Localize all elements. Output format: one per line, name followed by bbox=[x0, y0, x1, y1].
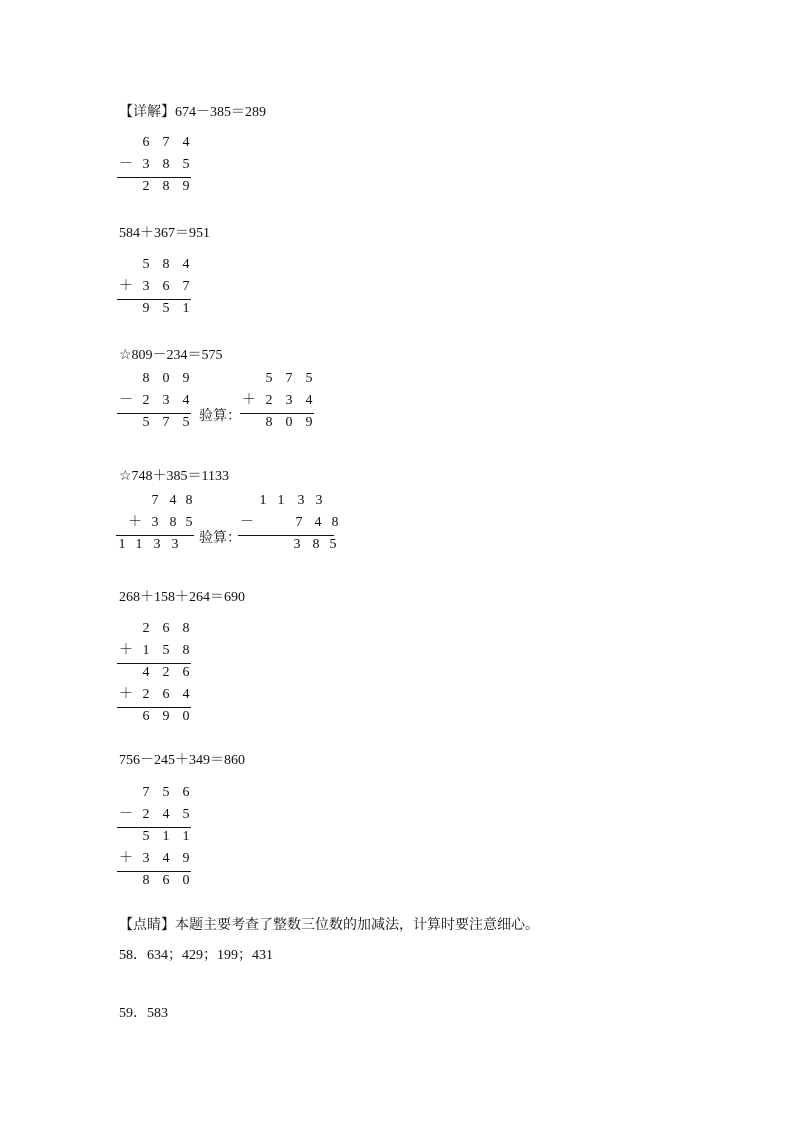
calc-row bbox=[117, 368, 191, 390]
digit: 5 bbox=[185, 515, 193, 530]
digit: 7 bbox=[162, 135, 170, 150]
vertical-calc-6 bbox=[117, 782, 191, 892]
digit: 4 bbox=[162, 851, 170, 866]
calc-row bbox=[117, 298, 191, 320]
calc-row bbox=[108, 512, 194, 534]
calc-row bbox=[238, 512, 338, 534]
check-calc-3 bbox=[240, 368, 314, 434]
digit: 2 bbox=[142, 807, 150, 822]
digit: 3 bbox=[153, 537, 161, 552]
digit: 8 bbox=[169, 515, 177, 530]
calc-row bbox=[117, 154, 191, 176]
vertical-calc-4 bbox=[108, 490, 194, 556]
digit: 9 bbox=[162, 709, 170, 724]
problem-5-equation: 268＋158＋264＝690 bbox=[119, 590, 245, 605]
digit: 4 bbox=[182, 257, 190, 272]
digit: 7 bbox=[182, 279, 190, 294]
digit: 1 bbox=[135, 537, 143, 552]
digit: 0 bbox=[162, 371, 170, 386]
operator: ＋ bbox=[242, 393, 256, 408]
answer-58: 58．634；429；199；431 bbox=[119, 948, 273, 963]
vertical-calc-1 bbox=[117, 132, 191, 198]
digit: 8 bbox=[265, 415, 273, 430]
digit: 5 bbox=[142, 415, 150, 430]
digit: 4 bbox=[162, 807, 170, 822]
digit: 2 bbox=[142, 687, 150, 702]
digit: 6 bbox=[142, 135, 150, 150]
digit: 2 bbox=[142, 621, 150, 636]
operator: － bbox=[119, 393, 133, 408]
digit: 1 bbox=[118, 537, 126, 552]
problem-1-equation: 674－385＝289 bbox=[175, 105, 266, 120]
digit: 6 bbox=[162, 279, 170, 294]
comment-line bbox=[119, 914, 539, 934]
digit: 9 bbox=[182, 371, 190, 386]
check-label-3: 验算： bbox=[199, 409, 241, 424]
calc-row bbox=[117, 870, 191, 892]
calc-row bbox=[117, 826, 191, 848]
answer-59: 59．583 bbox=[119, 1006, 168, 1021]
problem-1-equation-line bbox=[119, 101, 266, 121]
calc-row bbox=[117, 640, 191, 662]
digit: 6 bbox=[162, 873, 170, 888]
digit: 2 bbox=[265, 393, 273, 408]
calc-row bbox=[108, 534, 194, 556]
digit: 5 bbox=[142, 829, 150, 844]
operator: － bbox=[119, 807, 133, 822]
calc-row bbox=[117, 254, 191, 276]
calc-row bbox=[117, 848, 191, 870]
vertical-calc-2 bbox=[117, 254, 191, 320]
digit: 5 bbox=[265, 371, 273, 386]
calc-row bbox=[117, 684, 191, 706]
digit: 3 bbox=[315, 493, 323, 508]
calc-row bbox=[240, 412, 314, 434]
digit: 8 bbox=[331, 515, 339, 530]
operator: ＋ bbox=[119, 643, 133, 658]
digit: 6 bbox=[162, 687, 170, 702]
digit: 3 bbox=[162, 393, 170, 408]
check-label-4: 验算： bbox=[199, 531, 241, 546]
calc-row bbox=[238, 490, 338, 512]
digit: 7 bbox=[162, 415, 170, 430]
digit: 8 bbox=[142, 371, 150, 386]
digit: 2 bbox=[142, 393, 150, 408]
digit: 4 bbox=[169, 493, 177, 508]
vertical-calc-5 bbox=[117, 618, 191, 728]
calc-row bbox=[117, 706, 191, 728]
comment-text: 本题主要考查了整数三位数的加减法，计算时要注意细心。 bbox=[175, 918, 539, 933]
digit: 3 bbox=[142, 851, 150, 866]
digit: 3 bbox=[142, 279, 150, 294]
digit: 0 bbox=[182, 709, 190, 724]
digit: 5 bbox=[142, 257, 150, 272]
digit: 6 bbox=[162, 621, 170, 636]
digit: 8 bbox=[185, 493, 193, 508]
digit: 3 bbox=[151, 515, 159, 530]
digit: 9 bbox=[182, 179, 190, 194]
digit: 7 bbox=[151, 493, 159, 508]
digit: 4 bbox=[182, 687, 190, 702]
digit: 1 bbox=[162, 829, 170, 844]
digit: 4 bbox=[182, 393, 190, 408]
digit: 2 bbox=[142, 179, 150, 194]
operator: ＋ bbox=[119, 279, 133, 294]
digit: 3 bbox=[285, 393, 293, 408]
digit: 3 bbox=[297, 493, 305, 508]
digit: 4 bbox=[305, 393, 313, 408]
digit: 8 bbox=[312, 537, 320, 552]
digit: 8 bbox=[182, 621, 190, 636]
calc-row bbox=[238, 534, 338, 556]
digit: 1 bbox=[277, 493, 285, 508]
digit: 8 bbox=[182, 643, 190, 658]
digit: 4 bbox=[314, 515, 322, 530]
calc-row bbox=[108, 490, 194, 512]
calc-row bbox=[240, 390, 314, 412]
digit: 9 bbox=[182, 851, 190, 866]
digit: 3 bbox=[293, 537, 301, 552]
digit: 0 bbox=[285, 415, 293, 430]
operator: － bbox=[119, 157, 133, 172]
digit: 9 bbox=[305, 415, 313, 430]
digit: 1 bbox=[142, 643, 150, 658]
digit: 3 bbox=[171, 537, 179, 552]
digit: 3 bbox=[142, 157, 150, 172]
calc-row bbox=[240, 368, 314, 390]
digit: 6 bbox=[182, 665, 190, 680]
calc-row bbox=[117, 804, 191, 826]
digit: 5 bbox=[305, 371, 313, 386]
digit: 5 bbox=[162, 301, 170, 316]
digit: 0 bbox=[182, 873, 190, 888]
digit: 7 bbox=[285, 371, 293, 386]
digit: 5 bbox=[162, 643, 170, 658]
digit: 7 bbox=[142, 785, 150, 800]
digit: 7 bbox=[295, 515, 303, 530]
calc-row bbox=[117, 276, 191, 298]
digit: 5 bbox=[182, 415, 190, 430]
comment-label: 【点睛】 bbox=[119, 918, 175, 933]
operator: ＋ bbox=[128, 515, 142, 530]
calc-row bbox=[117, 618, 191, 640]
calc-row bbox=[117, 662, 191, 684]
calc-row bbox=[117, 412, 191, 434]
digit: 5 bbox=[182, 157, 190, 172]
digit: 8 bbox=[162, 257, 170, 272]
vertical-calc-3 bbox=[117, 368, 191, 434]
operator: － bbox=[240, 515, 254, 530]
problem-2-equation: 584＋367＝951 bbox=[119, 226, 210, 241]
problem-3-equation: ☆809－234＝575 bbox=[119, 348, 223, 363]
calc-row bbox=[117, 176, 191, 198]
digit: 1 bbox=[182, 829, 190, 844]
operator: ＋ bbox=[119, 851, 133, 866]
digit: 5 bbox=[182, 807, 190, 822]
digit: 8 bbox=[162, 157, 170, 172]
problem-6-equation: 756－245＋349＝860 bbox=[119, 753, 245, 768]
digit: 4 bbox=[182, 135, 190, 150]
digit: 1 bbox=[259, 493, 267, 508]
digit: 9 bbox=[142, 301, 150, 316]
problem-4-equation: ☆748＋385＝1133 bbox=[119, 469, 230, 484]
digit: 8 bbox=[142, 873, 150, 888]
digit: 1 bbox=[182, 301, 190, 316]
calc-row bbox=[117, 782, 191, 804]
digit: 5 bbox=[329, 537, 337, 552]
digit: 6 bbox=[142, 709, 150, 724]
calc-row bbox=[117, 132, 191, 154]
digit: 2 bbox=[162, 665, 170, 680]
digit: 4 bbox=[142, 665, 150, 680]
digit: 6 bbox=[182, 785, 190, 800]
calc-row bbox=[117, 390, 191, 412]
digit: 5 bbox=[162, 785, 170, 800]
digit: 8 bbox=[162, 179, 170, 194]
operator: ＋ bbox=[119, 687, 133, 702]
check-calc-4 bbox=[238, 490, 338, 556]
detail-label: 【详解】 bbox=[119, 105, 175, 120]
